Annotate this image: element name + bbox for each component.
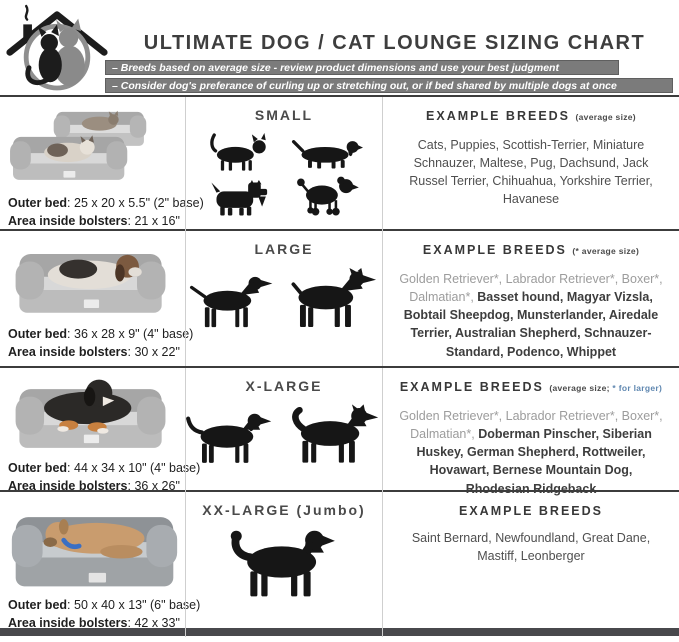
xlarge-silhouette-group bbox=[184, 404, 384, 466]
example-breeds-heading bbox=[397, 243, 665, 257]
example-breeds-note: (* average size) bbox=[572, 246, 640, 256]
breeds-main-segment: Basset hound, Magyar Vizsla, Bobtail Sheepdog, Munsterlander, Airedale Terrier, Australian Shepherd, Schnauzer-Standard, Podenco, Whippet bbox=[403, 290, 659, 359]
dachshund-silhouette-icon bbox=[291, 135, 363, 172]
bolster-dimensions bbox=[8, 212, 181, 230]
dog-cat-house-logo-icon bbox=[4, 2, 110, 94]
xxlarge-size-column bbox=[185, 492, 383, 637]
bolster-dimensions bbox=[8, 343, 181, 361]
xlarge-breeds-column bbox=[383, 368, 679, 501]
large-breeds-column bbox=[383, 231, 679, 366]
bolster-label: Area inside bolsters bbox=[8, 479, 128, 494]
size-row-xlarge bbox=[0, 366, 679, 496]
example-breeds-title: EXAMPLE BREEDS bbox=[426, 109, 571, 123]
pointer-silhouette-icon bbox=[189, 273, 275, 331]
retriever-silhouette-icon bbox=[184, 410, 274, 466]
outer-bed-dimensions bbox=[8, 459, 201, 477]
outer-bed-dimensions bbox=[8, 596, 201, 614]
breeds-list bbox=[397, 270, 665, 361]
xxlarge-silhouette-group bbox=[225, 526, 343, 598]
bolster-value: : 36 x 26" bbox=[127, 479, 180, 494]
example-breeds-title: EXAMPLE BREEDS bbox=[422, 243, 567, 257]
size-row-xxlarge bbox=[0, 490, 679, 631]
xxlarge-breeds-column bbox=[383, 492, 679, 637]
husky-silhouette-icon bbox=[282, 404, 384, 466]
poodle-silhouette-icon bbox=[295, 176, 359, 218]
breeds-muted-segment: Golden Retriever*, Labrador Retriever*, Boxer*, Dalmatian*, bbox=[399, 409, 663, 442]
outer-bed-value: : 50 x 40 x 13" (6" base) bbox=[67, 597, 201, 612]
small-breeds-column bbox=[383, 97, 679, 235]
large-bed-photo bbox=[8, 235, 181, 325]
xxlarge-photo-column bbox=[0, 492, 201, 637]
breeds-main-segment: Doberman Pinscher, Siberian Huskey, German Shepherd, Rottweiler, Hovawart, Bernese Mountain Dog, Rhodesian Ridgeback bbox=[416, 427, 652, 496]
size-row-large bbox=[0, 229, 679, 366]
breeds-muted-segment: Golden Retriever*, Labrador Retriever*, Boxer*, Dalmatian*, bbox=[399, 272, 663, 305]
example-breeds-note-highlight: * for larger) bbox=[612, 383, 663, 393]
cat-silhouette-icon bbox=[205, 131, 271, 172]
breeds-list bbox=[397, 529, 665, 565]
outer-bed-dimensions bbox=[8, 325, 194, 343]
small-bed-photo bbox=[8, 101, 181, 194]
example-breeds-heading bbox=[397, 109, 665, 123]
outer-bed-value: : 44 x 34 x 10" (4" base) bbox=[67, 461, 201, 476]
outer-bed-label: Outer bed bbox=[8, 327, 68, 342]
outer-bed-value: : 25 x 20 x 5.5" (2" base) bbox=[67, 195, 204, 210]
outer-bed-label: Outer bed bbox=[8, 461, 68, 476]
xlarge-photo-column bbox=[0, 368, 201, 501]
outer-bed-label: Outer bed bbox=[8, 195, 68, 210]
example-breeds-note: (average size) bbox=[575, 112, 636, 122]
header-note-2: – Consider dog's preferance of curling up or stretching out, or if bed shared by multiple dogs at once bbox=[105, 78, 673, 93]
xxlarge-bed-photo bbox=[8, 496, 181, 596]
small-silhouette-group bbox=[205, 131, 363, 218]
bolster-value: : 42 x 33" bbox=[127, 616, 180, 631]
bolster-label: Area inside bolsters bbox=[8, 616, 128, 631]
small-photo-column bbox=[0, 97, 204, 235]
size-label-small: SMALL bbox=[254, 107, 314, 123]
bolster-value: : 21 x 16" bbox=[127, 213, 180, 228]
chart-header bbox=[0, 0, 679, 95]
large-silhouette-group bbox=[189, 267, 379, 331]
size-label-xxlarge: XX-LARGE (Jumbo) bbox=[202, 502, 366, 518]
example-breeds-heading bbox=[397, 380, 665, 394]
breeds-list bbox=[397, 407, 665, 498]
doberman-silhouette-icon bbox=[283, 267, 379, 331]
bolster-dimensions bbox=[8, 614, 181, 632]
breeds-main-segment: Cats, Puppies, Scottish-Terrier, Miniature Schnauzer, Maltese, Pug, Dachsund, Jack Russel Terrier, Chihuahua, Yorkshire Terrier, Havanese bbox=[409, 138, 653, 207]
size-label-xlarge: X-LARGE bbox=[245, 378, 323, 394]
xlarge-size-column bbox=[185, 368, 383, 501]
bolster-label: Area inside bolsters bbox=[8, 213, 128, 228]
large-size-column bbox=[185, 231, 383, 366]
small-size-column bbox=[185, 97, 383, 235]
example-breeds-heading bbox=[397, 504, 665, 518]
outer-bed-value: : 36 x 28 x 9" (4" base) bbox=[67, 327, 194, 342]
example-breeds-title: EXAMPLE BREEDS bbox=[399, 380, 544, 394]
size-label-large: LARGE bbox=[254, 241, 314, 257]
bolster-value: : 30 x 22" bbox=[127, 345, 180, 360]
jumbo-dog-silhouette-icon bbox=[225, 526, 343, 598]
large-photo-column bbox=[0, 231, 194, 366]
size-row-small bbox=[0, 95, 679, 229]
outer-bed-dimensions bbox=[8, 194, 204, 212]
bolster-label: Area inside bolsters bbox=[8, 345, 128, 360]
example-breeds-title: EXAMPLE BREEDS bbox=[459, 504, 603, 518]
page-title: ULTIMATE DOG / CAT LOUNGE SIZING CHART bbox=[143, 32, 646, 54]
scottish-terrier-silhouette-icon bbox=[206, 180, 270, 218]
xlarge-bed-photo bbox=[8, 372, 181, 459]
breeds-main-segment: Saint Bernard, Newfoundland, Great Dane, Mastiff, Leonberger bbox=[411, 531, 651, 564]
example-breeds-note: (average size; bbox=[549, 383, 613, 393]
outer-bed-label: Outer bed bbox=[8, 597, 68, 612]
header-note-1: – Breeds based on average size - review product dimensions and use your best judgment bbox=[105, 60, 619, 75]
breeds-list bbox=[397, 136, 665, 209]
